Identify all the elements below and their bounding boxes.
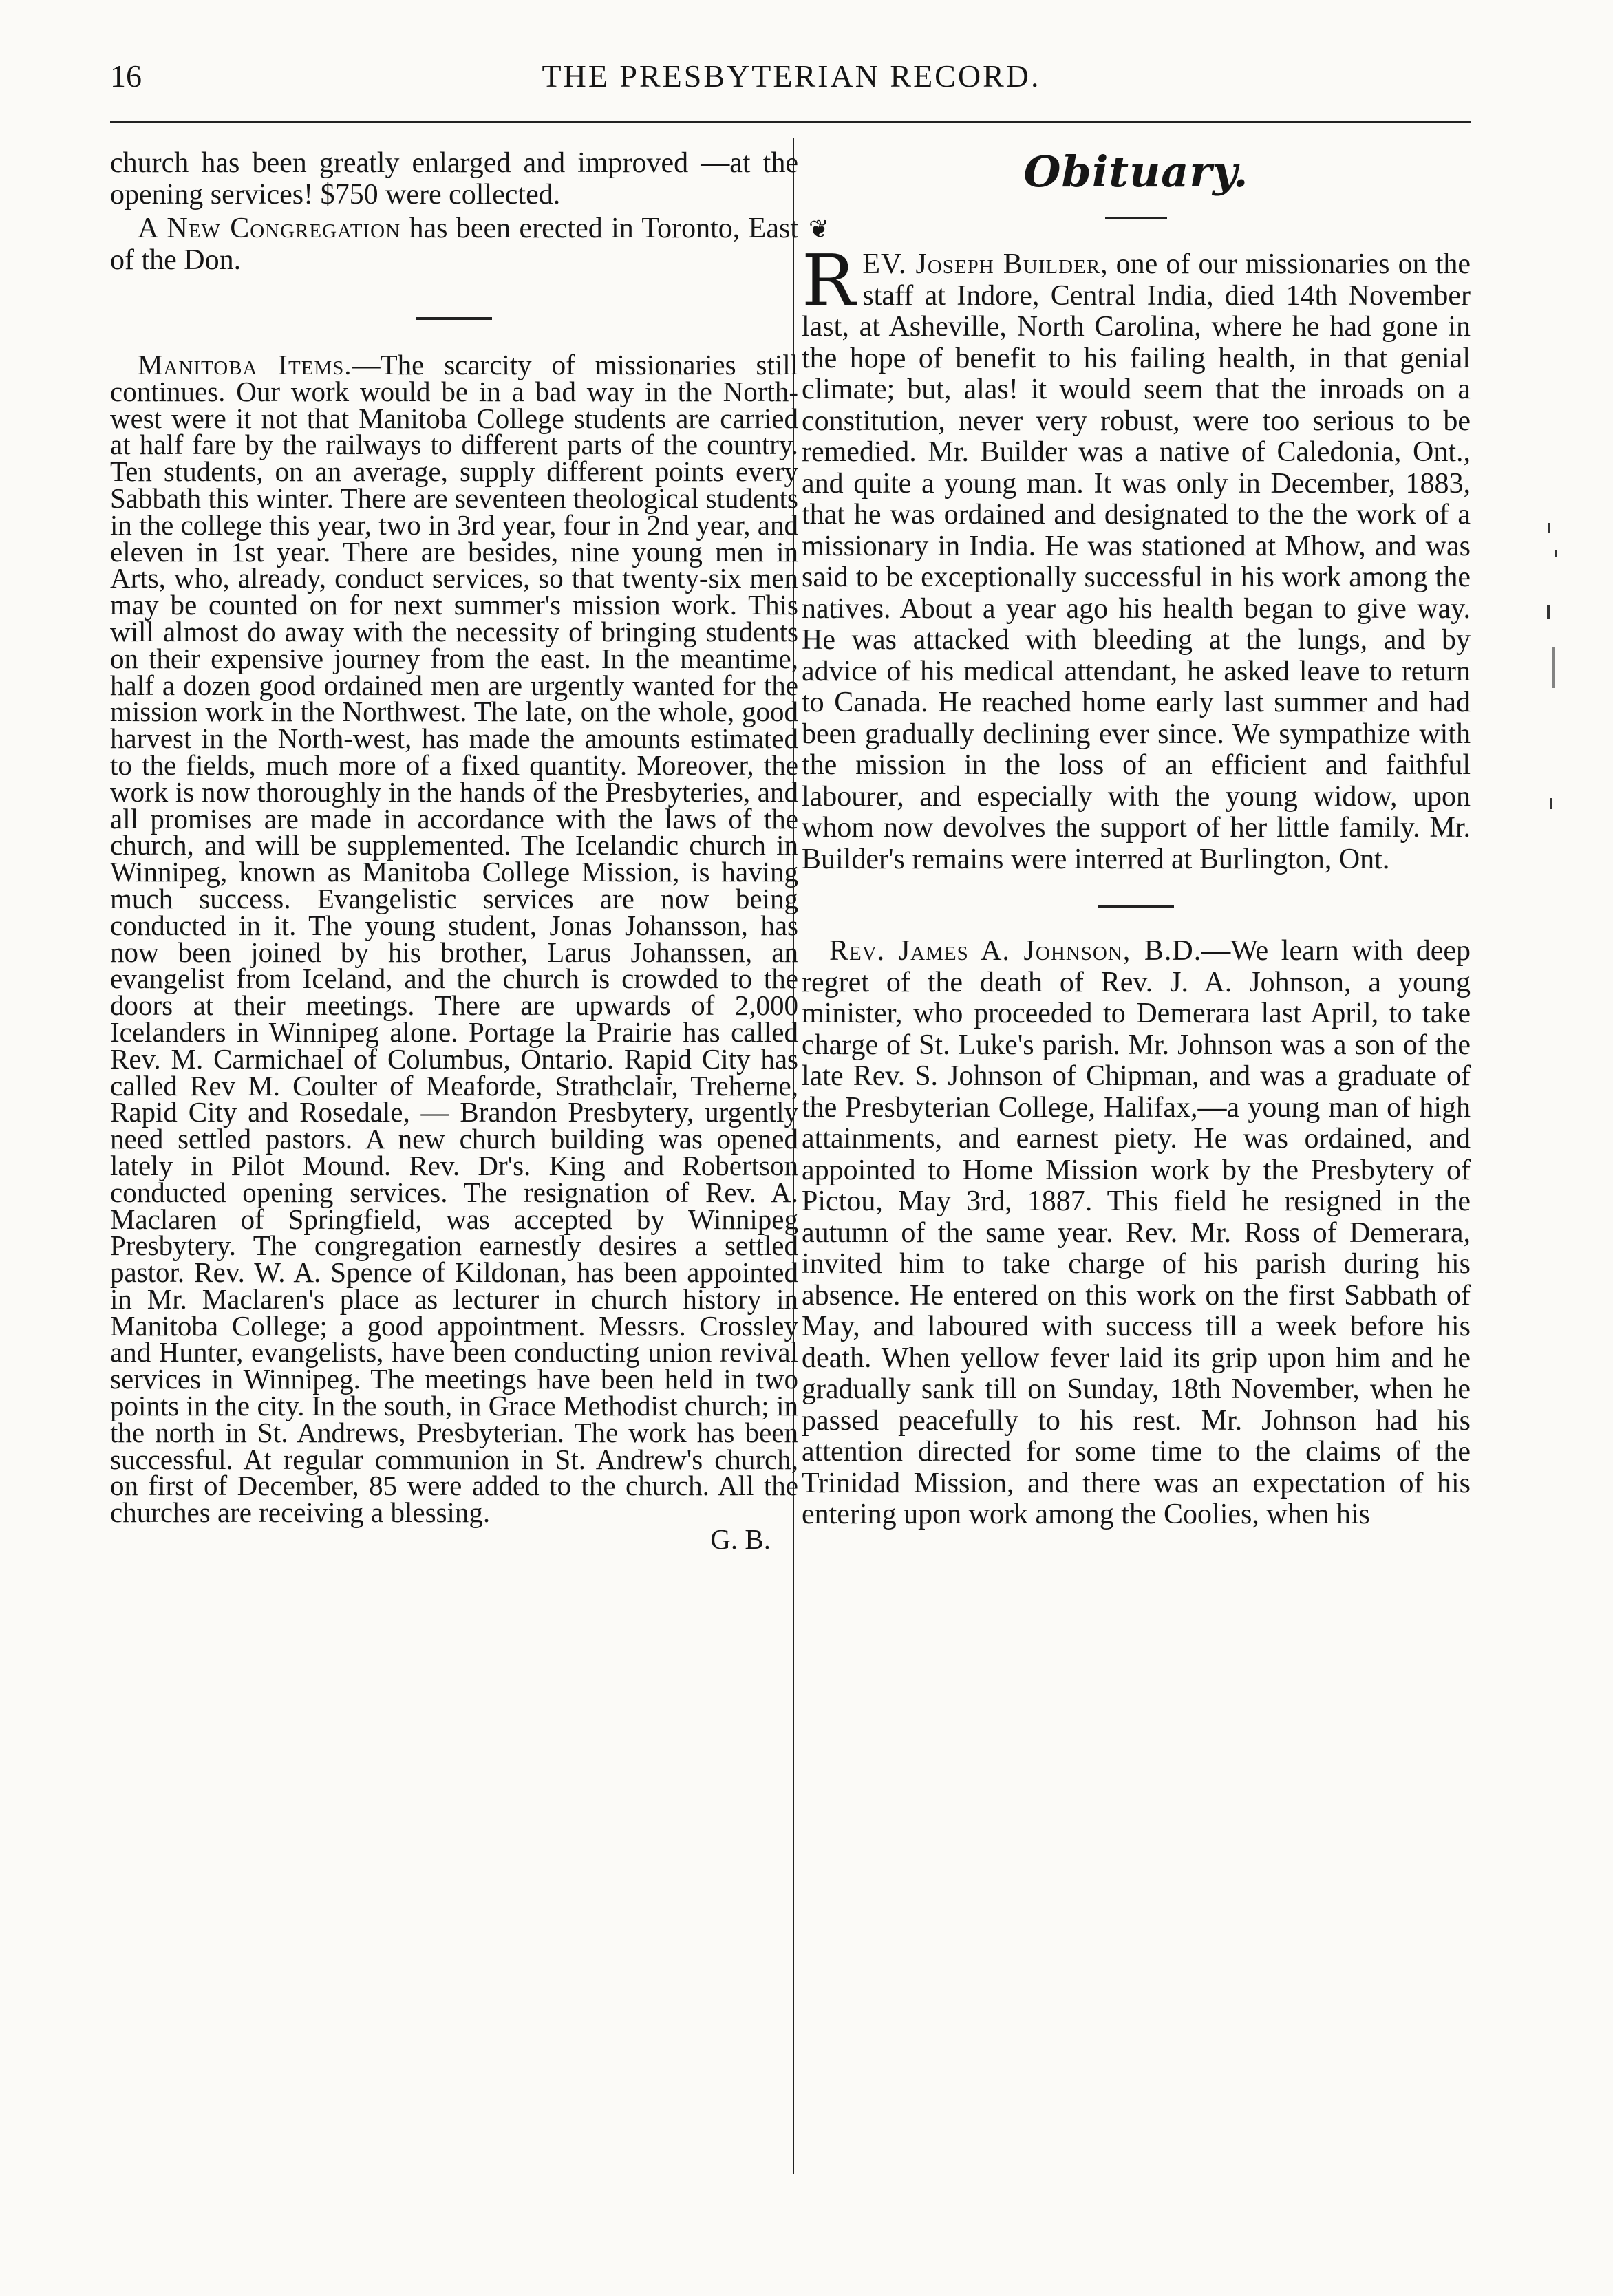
johnson-text: —We learn with deep regret of the death of Rev. J. A. Johnson, a young minister, who proceeded to Demerara last April, to take charge of St. Luke's parish. Mr. Johnson was a son of the late Rev. S. Johnson of Chipman, and was a graduate of the Presbyterian College, Halifax,—a young man of high attainments, and earnest piety. He was ordained, and appointed to Home Mission work by the Presbytery of Pictou, May 3rd, 1887. This field he resigned in the autumn of the same year. Rev. Mr. Ross of Demerara, invited him to take charge of his parish during his absence. He entered on this work on the first Sabbath of May, and laboured with success till a week before his death. When yellow fever laid its grip upon him and he gradually sank till on Sunday, 18th November, when he passed peacefully to his rest. Mr. Johnson had his attention directed for some time to the claims of the Trinidad Mission, and there was an expectation of his entering upon work among the Coolies, when his (802, 935, 1471, 1530)
signature: G. B. (710, 1523, 771, 1556)
drop-cap: R (802, 239, 856, 323)
new-congregation-text: has been erected in Toronto, East of the Don. (110, 213, 798, 276)
paragraph-church-enlarged: church has been greatly enlarged and improved —at the opening services! $750 were collected. (110, 147, 798, 211)
builder-lead: EV. Joseph Builder (862, 248, 1101, 280)
left-column (110, 147, 798, 1556)
page-header (110, 58, 1473, 106)
paragraph-new-congregation (110, 213, 798, 276)
right-column (802, 148, 1471, 1531)
heading-rule (1105, 217, 1167, 219)
paragraph-johnson (802, 936, 1471, 1531)
manitoba-items-text: —The scarcity of missionaries still continues. Our work would be in a bad way in the North-west were it not that Manitoba College students are carried at half fare by the railways to different parts of the country. Ten students, on an average, supply different points every Sabbath this winter. There are seventeen theological students in the college this year, two in 3rd year, four in 2nd year, and eleven in 1st year. There are besides, nine young men in Arts, who, already, conduct services, so that twenty-six men may be counted on for next summer's mission work. This will almost do away with the necessity of bringing students on their expensive journey from the east. In the meantime, half a dozen good ordained men are urgently wanted for the mission work in the Northwest. The late, on the whole, good harvest in the North-west, has made the amounts estimated to the fields, much more of a fixed quantity. Moreover, the work is now thoroughly in the hands of the Presbyteries, and all promises are made in accordance with the laws of the church, and will be supplemented. The Icelandic church in Winnipeg, known as Manitoba College Mission, is having much success. Evangelistic services are now being conducted in it. The young student, Jonas Johansson, has now been joined by his brother, Larus Johanssen, an evangelist from Iceland, and the church is crowded to the doors at their meetings. There are upwards of 2,000 Icelanders in Winnipeg alone. Portage la Prairie has called Rev. M. Carmichael of Columbus, Ontario. Rapid City has called Rev M. Coulter of Meaforde, Strathclair, Treherne, Rapid City and Rosedale, — Brandon Presbytery, urgently need settled pastors. A new church building was opened lately in Pilot Mound. Rev. Dr's. King and Robertson conducted opening services. The resignation of Rev. A. Maclaren of Springfield, was accepted by Winnipeg Presbytery. The congregation earnestly desires a settled pastor. Rev. W. A. Spence of Kildonan, has been appointed in Mr. Maclaren's place as lecturer in church history in Manitoba College; a good appointment. Messrs. Crossley and Hunter, evangelists, have been conducting union revival services in Winnipeg. The meetings have been held in two points in the city. In the south, in Grace Methodist church; in the north in St. Andrews, Presbyterian. The work has been successful. At regular communion in St. Andrew's church, on first of December, 85 were added to the church. All the churches are receiving a blessing. (110, 349, 798, 1529)
scroll-ornament-icon: ❦ (809, 215, 830, 244)
obituary-builder (802, 215, 1471, 875)
margin-specks (1535, 509, 1590, 853)
manitoba-items-lead: Manitoba Items. (138, 349, 352, 380)
obituary-heading: Obituary. (1023, 147, 1249, 197)
signature-line (110, 1523, 798, 1556)
header-rule (110, 121, 1471, 123)
paragraph-builder (802, 239, 1471, 875)
paragraph-manitoba-items (110, 349, 798, 1529)
new-congregation-lead: A New Congregation (138, 213, 401, 244)
section-rule (1098, 905, 1174, 908)
page-number: 16 (110, 58, 142, 94)
running-title: THE PRESBYTERIAN RECORD. (542, 58, 1041, 94)
johnson-lead: Rev. James A. Johnson, B.D. (829, 935, 1202, 967)
builder-text: , one of our missionaries on the staff at Indore, Central India, died 14th November last, at Asheville, North Carolina, where he had gone in the hope of benefit to his failing health, in that genial climate; but, alas! it would seem that the inroads on a constitution, never very robust, were too serious to be remedied. Mr. Builder was a native of Caledonia, Ont., and quite a young man. It was only in December, 1883, that he was ordained and designated to the the work of a missionary in India. He was stationed at Mhow, and was said to be exceptionally successful in his work among the natives. About a year ago his health began to give way. He was attacked with bleeding at the lungs, and by advice of his medical attendant, he asked leave to return to Canada. He reached home early last summer and had been gradually declining ever since. We sympathize with the mission in the loss of an efficient and faithful labourer, and especially with the young widow, upon whom now devolves the support of her little family. Mr. Builder's remains were interred at Burlington, Ont. (802, 248, 1471, 875)
section-rule (416, 317, 492, 320)
